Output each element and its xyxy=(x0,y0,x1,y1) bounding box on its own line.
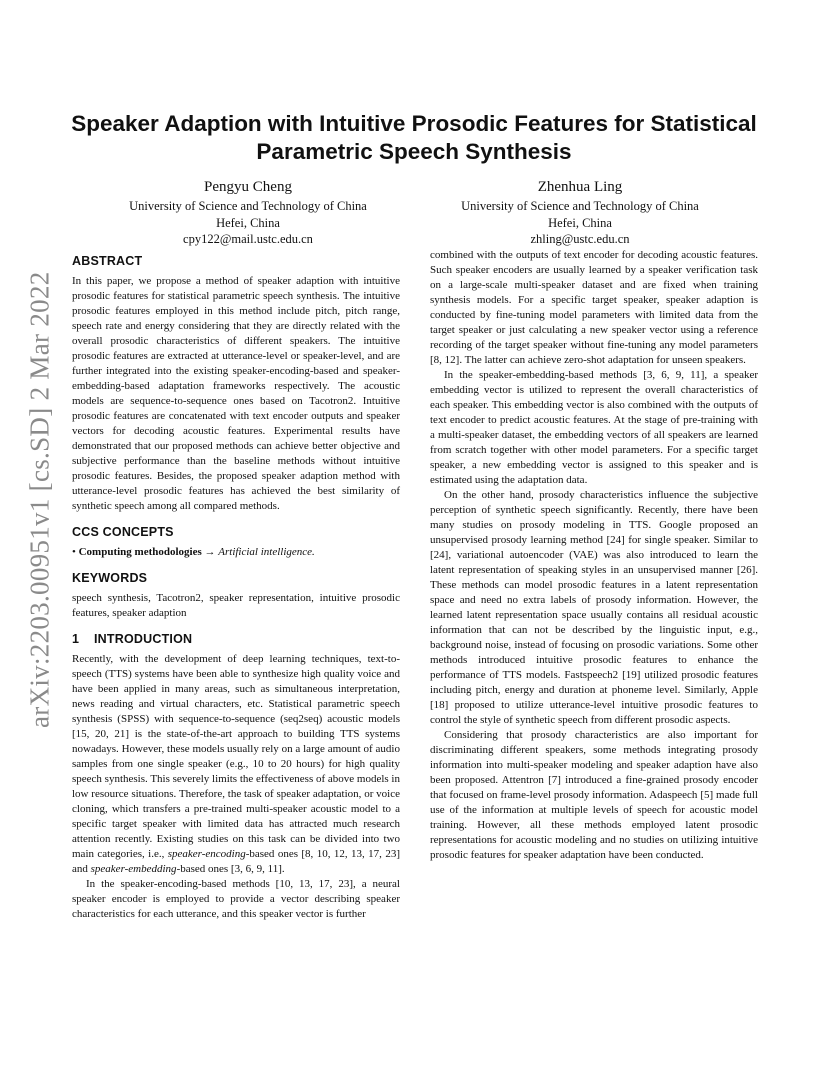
ccs-subconcept: Artificial intelligence. xyxy=(218,546,315,558)
emphasis: speaker-embedding xyxy=(90,863,177,875)
bullet: • xyxy=(72,546,76,558)
section-number: 1 xyxy=(72,632,80,646)
left-column xyxy=(72,254,400,922)
author-email: zhling@ustc.edu.cn xyxy=(530,232,630,246)
abstract-heading: ABSTRACT xyxy=(72,254,143,268)
author-name: Zhenhua Ling xyxy=(537,179,623,195)
author-name: Pengyu Cheng xyxy=(204,179,292,195)
arxiv-stamp: arXiv:2203.00951v1 [cs.SD] 2 Mar 2022 xyxy=(24,271,55,729)
intro-paragraph: In the speaker-encoding-based methods [10, 13, 17, 23], a neural speaker encoder is employed to provide a vector describing speaker characteristics for each utterance, and this speaker vector is further xyxy=(72,878,400,920)
author-email: cpy122@mail.ustc.edu.cn xyxy=(183,232,313,246)
arrow-icon: → xyxy=(204,546,216,558)
author-affiliation: University of Science and Technology of China xyxy=(129,199,367,213)
author-affiliation: University of Science and Technology of China xyxy=(461,199,699,213)
right-column xyxy=(430,248,758,863)
intro-paragraph: In the speaker-embedding-based methods [3, 6, 9, 11], a speaker embedding vector is utilized to represent the overall characteristics of each speaker. This embedding vector is also combined with the outputs of text encoder to predict acoustic features. At the stage of pre-training with a multi-speaker dataset, the embedding vectors of all speakers are learned from scratch together with other model parameters. For a specific target speaker, a new embedding vector is assigned to this speaker and is estimated using the adaptation data. xyxy=(430,369,758,486)
keywords-heading: KEYWORDS xyxy=(72,571,148,585)
text-run: -based ones [3, 6, 9, 11]. xyxy=(176,863,285,875)
author-location: Hefei, China xyxy=(548,215,612,230)
ccs-concept: Computing methodologies xyxy=(78,546,202,558)
text-run: Recently, with the development of deep learning techniques, text-to-speech (TTS) systems have been able to synthesize high quality voice and have been applied in many areas, such as simultaneous interpretation, news reading and virtual characters, etc. Statistical parametric speech synthesis (SPSS) with sequence-to-sequence (seq2seq) acoustic models [15, 20, 21] is the state-of-the-art approach to building TTS systems nowadays. However, these models usually rely on a large amount of audio samples from one single speaker (e.g., 10 to 20 hours) for high quality speech synthesis. This severely limits the effectiveness of above models in low resource situations. Therefore, the task of speaker adaptation, or voice cloning, which transfers a pre-trained multi-speaker acoustic model to a specific target speaker with limited data has attracted much research attention recently. Existing studies on this task can be divided into two main categories, i.e., xyxy=(72,653,400,860)
author-block xyxy=(83,178,413,248)
ccs-heading: CCS CONCEPTS xyxy=(72,525,174,539)
paper-title: Speaker Adaption with Intuitive Prosodic Features for Statistical Parametric Speech Synthesis xyxy=(71,111,757,164)
ccs-concepts xyxy=(72,545,400,560)
text-run: -based ones [8, 10, 12, 13, 17, 23] and xyxy=(72,848,400,875)
keywords-text: speech synthesis, Tacotron2, speaker representation, intuitive prosodic features, speaker adaption xyxy=(72,592,400,619)
emphasis: speaker-encoding xyxy=(167,848,246,860)
author-block xyxy=(415,178,745,248)
abstract-text: In this paper, we propose a method of speaker adaption with intuitive prosodic features for statistical parametric speech synthesis. The intuitive prosodic features employed in this method include pitch, pitch range, speech rate and energy considering that they are directly related with the overall prosodic characteristics of different speakers. The intuitive prosodic features are extracted at utterance-level or speaker-level, and are further integrated into the existing speaker-encoding-based and speaker-embedding-based adaptation frameworks respectively. The acoustic models are sequence-to-sequence ones based on Tacotron2. Intuitive prosodic features are concatenated with text encoder outputs and speaker vectors for decoding acoustic features. Experimental results have demonstrated that our proposed methods can achieve better objective and subjective performance than the baseline methods without intuitive prosodic features. Besides, the proposed speaker adaption method with utterance-level prosodic features has achieved the best similarity of synthetic speech among all compared methods. xyxy=(72,275,400,512)
section-title: INTRODUCTION xyxy=(94,632,193,646)
author-location: Hefei, China xyxy=(216,215,280,230)
intro-paragraph: Considering that prosody characteristics are also important for discriminating different speakers, some methods integrating prosody information into multi-speaker modeling and speaker adaption have also been proposed. Attentron [7] introduced a fine-grained prosody encoder that focused on frame-level prosody information. Adaspeech [5] made full use of the information at multiple levels of speech for acoustic model training. However, all these methods employed latent prosodic representations for acoustic modeling and no studies on utilizing intuitive prosodic features for speaker adaptation have been conducted. xyxy=(430,729,758,861)
intro-paragraph: On the other hand, prosody characteristics influence the subjective perception of synthetic speech significantly. Recently, there have been many studies on prosody modeling in TTS. Google proposed an unsupervised prosody learning method [24] for single speaker. Similar to [24], variational autoencoder (VAE) was also introduced to learn the latent representation of speaking styles in an unsupervised manner [26]. These methods can model prosodic features in a latent representation space and need no extra labels of prosody information. However, the learned latent representation space usually contains all residual acoustic information that can not be described by the linguistic input, e.g., background noise, instead of focusing on prosodic variations. Some other methods introduced intuitive prosodic features to enhance the performance of TTS models. Fastspeech2 [19] utilized prosodic features including pitch, energy and duration at phoneme level. Similarly, Apple [18] proposed to utilize utterance-level intuitive prosodic features to control the style of synthetic speech from different prosodic aspects. xyxy=(430,489,758,726)
section-heading xyxy=(72,632,400,647)
intro-paragraph: combined with the outputs of text encoder for decoding acoustic features. Such speaker encoders are usually learned by a speaker verification task on a large-scale multi-speaker dataset and are fixed when training synthesis models. For a specific target speaker, speaker adaption is conducted by fine-tuning model parameters with limited data from the target speaker or just calculating a new speaker vector using a reference recording of the target speaker without fine-tuning any model parameters [8, 12]. The latter can achieve zero-shot adaptation for unseen speakers. xyxy=(430,249,758,366)
intro-paragraph xyxy=(72,652,400,877)
